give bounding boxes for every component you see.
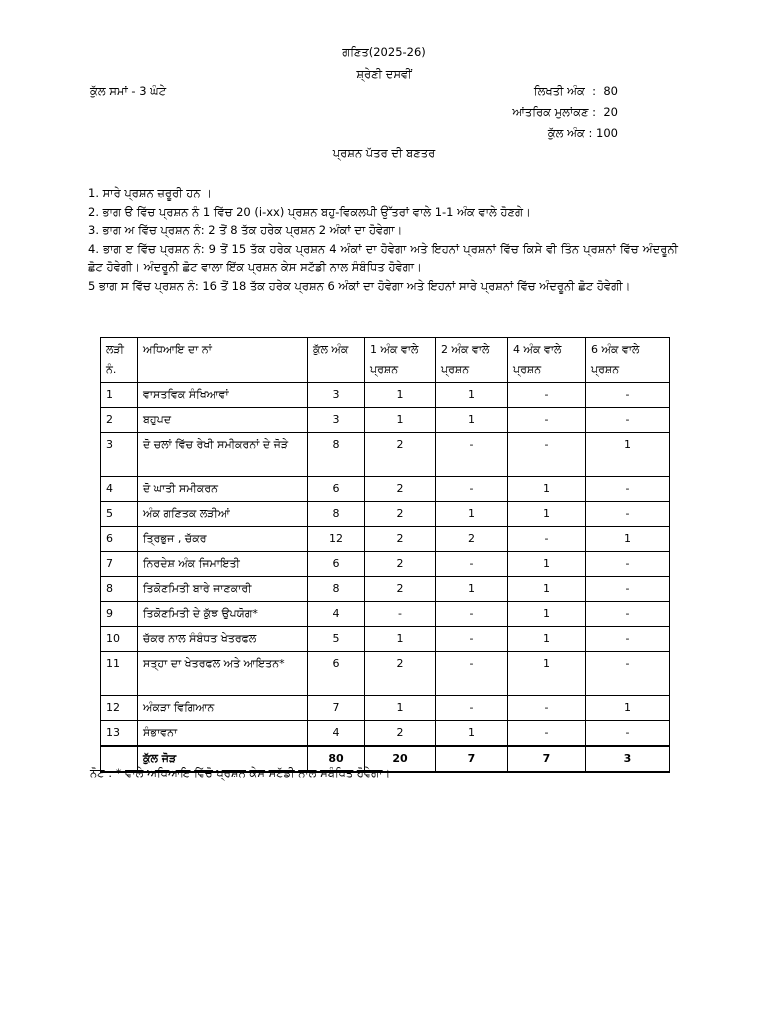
marks-cell: 1 bbox=[436, 721, 508, 747]
table-row bbox=[101, 477, 670, 502]
marks-cell: - bbox=[508, 408, 586, 433]
total-cell: 20 bbox=[365, 746, 436, 772]
marks-cell: - bbox=[508, 721, 586, 747]
column-header: ਲੜੀ ਨੰ. bbox=[101, 338, 138, 383]
marks-cell: - bbox=[436, 652, 508, 696]
marks-cell: 1 bbox=[365, 627, 436, 652]
chapter-cell: ਵਾਸਤਵਿਕ ਸੰਖਿਆਵਾਂ bbox=[138, 383, 308, 408]
marks-cell: 2 bbox=[365, 433, 436, 477]
marks-cell: 1 bbox=[508, 552, 586, 577]
marks-cell: 1 bbox=[508, 477, 586, 502]
marks-cell: 8 bbox=[308, 577, 365, 602]
instruction-item: 1. ਸਾਰੇ ਪ੍ਰਸ਼ਨ ਜ਼ਰੂਰੀ ਹਨ । bbox=[88, 186, 212, 200]
structure-title: ਪ੍ਰਸ਼ਨ ਪੱਤਰ ਦੀ ਬਣਤਰ bbox=[332, 146, 436, 160]
footnote: ਨੋਟ : * ਵਾਲੇ ਅਧਿਆਇ ਵਿੱਚੋ ਪ੍ਰਸ਼ਨ ਕੇਸ ਸਟੱਡੀ ਨਾਲ ਸਬੰਧਿਤ ਹੋਵੇਗਾ। bbox=[90, 766, 391, 780]
table-row bbox=[101, 627, 670, 652]
table-row bbox=[101, 502, 670, 527]
chapter-cell: ਦੋ ਚਲਾਂ ਵਿੱਚ ਰੇਖੀ ਸਮੀਕਰਨਾਂ ਦੇ ਜੋੜੇ bbox=[138, 433, 308, 477]
instructions-list bbox=[88, 184, 678, 295]
subject-title: ਗਣਿਤ(2025-26) bbox=[342, 45, 426, 59]
table-row bbox=[101, 433, 670, 477]
marks-cell: 3 bbox=[308, 408, 365, 433]
serial-cell: 5 bbox=[101, 502, 138, 527]
chapter-cell: ਸੰਭਾਵਨਾ bbox=[138, 721, 308, 747]
marks-cell: - bbox=[586, 577, 670, 602]
table-row bbox=[101, 652, 670, 696]
marks-distribution-table bbox=[100, 337, 670, 773]
marks-cell: 5 bbox=[308, 627, 365, 652]
marks-cell: 2 bbox=[365, 477, 436, 502]
marks-cell: 4 bbox=[308, 721, 365, 747]
serial-cell: 11 bbox=[101, 652, 138, 696]
serial-cell: 3 bbox=[101, 433, 138, 477]
marks-cell: - bbox=[436, 477, 508, 502]
marks-cell: 1 bbox=[436, 408, 508, 433]
marks-cell: - bbox=[586, 383, 670, 408]
marks-cell: 8 bbox=[308, 433, 365, 477]
marks-cell: 1 bbox=[586, 527, 670, 552]
column-header: ਅਧਿਆਇ ਦਾ ਨਾਂ bbox=[138, 338, 308, 383]
chapter-cell: ਤਿਕੋਣਮਿਤੀ ਬਾਰੇ ਜਾਣਕਾਰੀ bbox=[138, 577, 308, 602]
marks-cell: 1 bbox=[508, 627, 586, 652]
marks-cell: - bbox=[586, 502, 670, 527]
marks-cell: 1 bbox=[586, 696, 670, 721]
chapter-cell: ਅੰਕ ਗਣਿਤਕ ਲੜੀਆਂ bbox=[138, 502, 308, 527]
table-row bbox=[101, 577, 670, 602]
serial-cell: 2 bbox=[101, 408, 138, 433]
column-header: 6 ਅੰਕ ਵਾਲੇ ਪ੍ਰਸ਼ਨ bbox=[586, 338, 670, 383]
marks-cell: - bbox=[365, 602, 436, 627]
marks-cell: - bbox=[436, 602, 508, 627]
marks-cell: - bbox=[436, 552, 508, 577]
column-header: 2 ਅੰਕ ਵਾਲੇ ਪ੍ਰਸ਼ਨ bbox=[436, 338, 508, 383]
serial-cell: 7 bbox=[101, 552, 138, 577]
total-label: ਕੁੱਲ ਜੋੜ bbox=[138, 746, 308, 772]
marks-cell: 7 bbox=[308, 696, 365, 721]
marks-cell: 1 bbox=[436, 502, 508, 527]
marks-cell: 1 bbox=[436, 383, 508, 408]
marks-cell: - bbox=[586, 477, 670, 502]
chapter-cell: ਬਹੁਪਦ bbox=[138, 408, 308, 433]
marks-cell: 1 bbox=[436, 577, 508, 602]
table-header-row bbox=[101, 338, 670, 383]
table-row bbox=[101, 527, 670, 552]
chapter-cell: ਸਤ੍ਹਾ ਦਾ ਖੇਤਰਫਲ ਅਤੇ ਆਇਤਨ* bbox=[138, 652, 308, 696]
marks-cell: 6 bbox=[308, 652, 365, 696]
marks-cell: 1 bbox=[586, 433, 670, 477]
total-marks: ਕੁੱਲ ਅੰਕ : 100 bbox=[547, 126, 618, 140]
serial-cell: 10 bbox=[101, 627, 138, 652]
marks-cell: 8 bbox=[308, 502, 365, 527]
total-cell: 3 bbox=[586, 746, 670, 772]
chapter-cell: ਅੰਕੜਾ ਵਿਗਿਆਨ bbox=[138, 696, 308, 721]
marks-cell: - bbox=[508, 433, 586, 477]
serial-cell: 13 bbox=[101, 721, 138, 747]
marks-cell: 2 bbox=[365, 652, 436, 696]
marks-cell: 2 bbox=[436, 527, 508, 552]
marks-cell: - bbox=[586, 721, 670, 747]
marks-cell: 6 bbox=[308, 552, 365, 577]
total-time: ਕੁੱਲ ਸਮਾਂ - 3 ਘੰਟੇ bbox=[90, 84, 167, 98]
table-row bbox=[101, 721, 670, 747]
instruction-item: 2. ਭਾਗ ੳ ਵਿੱਚ ਪ੍ਰਸ਼ਨ ਨੰ 1 ਵਿੱਚ 20 (i-xx) ਪ੍ਰਸ਼ਨ ਬਹੁ-ਵਿਕਲਪੀ ਉੱਤਰਾਂ ਵਾਲੇ 1-1 ਅੰਕ ਵਾਲੇ ਹੋਣਗੇ। bbox=[88, 204, 531, 219]
internal-assessment: ਆਂਤਰਿਕ ਮੁਲਾਂਕਣ : 20 bbox=[512, 105, 618, 119]
marks-cell: 2 bbox=[365, 552, 436, 577]
marks-cell: 1 bbox=[365, 383, 436, 408]
column-header: 1 ਅੰਕ ਵਾਲੇ ਪ੍ਰਸ਼ਨ bbox=[365, 338, 436, 383]
marks-cell: - bbox=[586, 602, 670, 627]
table-row bbox=[101, 552, 670, 577]
column-header: ਕੁੱਲ ਅੰਕ bbox=[308, 338, 365, 383]
marks-cell: 1 bbox=[365, 408, 436, 433]
serial-cell: 1 bbox=[101, 383, 138, 408]
marks-cell: 12 bbox=[308, 527, 365, 552]
marks-cell: 2 bbox=[365, 721, 436, 747]
serial-cell: 12 bbox=[101, 696, 138, 721]
chapter-cell: ਤਿਕੋਣਮਿਤੀ ਦੇ ਕੁੱਝ ਉਪਯੋਗ* bbox=[138, 602, 308, 627]
marks-cell: - bbox=[436, 433, 508, 477]
table-row bbox=[101, 383, 670, 408]
marks-cell: 6 bbox=[308, 477, 365, 502]
table-row bbox=[101, 696, 670, 721]
marks-cell: 2 bbox=[365, 527, 436, 552]
chapter-cell: ਨਿਰਦੇਸ਼ ਅੰਕ ਜਿਮਾਇਤੀ bbox=[138, 552, 308, 577]
marks-cell: - bbox=[586, 627, 670, 652]
marks-cell: - bbox=[436, 627, 508, 652]
marks-cell: 1 bbox=[508, 652, 586, 696]
marks-cell: - bbox=[586, 652, 670, 696]
instruction-item: 3. ਭਾਗ ਅ ਵਿੱਚ ਪ੍ਰਸ਼ਨ ਨੰ: 2 ਤੋਂ 8 ਤੱਕ ਹਰੇਕ ਪ੍ਰਸ਼ਨ 2 ਅੰਕਾਂ ਦਾ ਹੋਵੇਗਾ। bbox=[88, 223, 403, 237]
total-cell: 7 bbox=[508, 746, 586, 772]
marks-cell: 1 bbox=[365, 696, 436, 721]
chapter-cell: ਦੋ ਘਾਤੀ ਸਮੀਕਰਨ bbox=[138, 477, 308, 502]
marks-cell: 2 bbox=[365, 502, 436, 527]
table-body bbox=[101, 383, 670, 773]
serial-cell: 4 bbox=[101, 477, 138, 502]
chapter-cell: ਤ੍ਰਿਭੁਜ , ਚੱਕਰ bbox=[138, 527, 308, 552]
table-row bbox=[101, 602, 670, 627]
written-marks: ਲਿਖਤੀ ਅੰਕ : 80 bbox=[533, 84, 618, 98]
serial-cell: 6 bbox=[101, 527, 138, 552]
column-header: 4 ਅੰਕ ਵਾਲੇ ਪ੍ਰਸ਼ਨ bbox=[508, 338, 586, 383]
serial-cell: 9 bbox=[101, 602, 138, 627]
marks-cell: - bbox=[508, 383, 586, 408]
total-cell: 7 bbox=[436, 746, 508, 772]
marks-cell: - bbox=[508, 527, 586, 552]
marks-cell: 4 bbox=[308, 602, 365, 627]
grade-title: ਸ਼੍ਰੇਣੀ ਦਸਵੀਂ bbox=[356, 67, 412, 81]
marks-cell: 1 bbox=[508, 502, 586, 527]
serial-cell: 8 bbox=[101, 577, 138, 602]
total-cell: 80 bbox=[308, 746, 365, 772]
instruction-item: 4. ਭਾਗ ੲ ਵਿੱਚ ਪ੍ਰਸ਼ਨ ਨੰ: 9 ਤੋਂ 15 ਤੱਕ ਹਰੇਕ ਪ੍ਰਸ਼ਨ 4 ਅੰਕਾਂ ਦਾ ਹੋਵੇਗਾ ਅਤੇ ਇਹਨਾਂ ਪ੍ਰਸ਼ਨਾਂ ਵਿੱਚ ਕਿਸੇ ਵੀ ਤਿੰਨ ਪ੍ਰਸ਼ਨਾਂ ਵਿੱਚ ਅੰਦਰੂਨੀ ਛੋਟ ਹੋਵੇਗੀ। ਅੰਦਰੂਨੀ ਛੋਟ ਵਾਲਾ ਇੱਕ ਪ੍ਰਸ਼ਨ ਕੇਸ ਸਟੱਡੀ ਨਾਲ ਸੰਬੰਧਿਤ ਹੋਵੇਗਾ। bbox=[88, 241, 678, 274]
instruction-item: 5 ਭਾਗ ਸ ਵਿੱਚ ਪ੍ਰਸ਼ਨ ਨੰ: 16 ਤੋਂ 18 ਤੱਕ ਹਰੇਕ ਪ੍ਰਸ਼ਨ 6 ਅੰਕਾਂ ਦਾ ਹੋਵੇਗਾ ਅਤੇ ਇਹਨਾਂ ਸਾਰੇ ਪ੍ਰਸ਼ਨਾਂ ਵਿੱਚ ਅੰਦਰੂਨੀ ਛੋਟ ਹੋਵੇਗੀ। bbox=[88, 278, 631, 293]
marks-cell: - bbox=[436, 696, 508, 721]
table-row bbox=[101, 408, 670, 433]
chapter-cell: ਚੱਕਰ ਨਾਲ ਸੰਬੰਧਤ ਖੇਤਰਫਲ bbox=[138, 627, 308, 652]
marks-cell: 1 bbox=[508, 577, 586, 602]
marks-cell: - bbox=[508, 696, 586, 721]
marks-cell: 3 bbox=[308, 383, 365, 408]
marks-cell: 2 bbox=[365, 577, 436, 602]
marks-cell: - bbox=[586, 552, 670, 577]
marks-cell: 1 bbox=[508, 602, 586, 627]
marks-cell: - bbox=[586, 408, 670, 433]
